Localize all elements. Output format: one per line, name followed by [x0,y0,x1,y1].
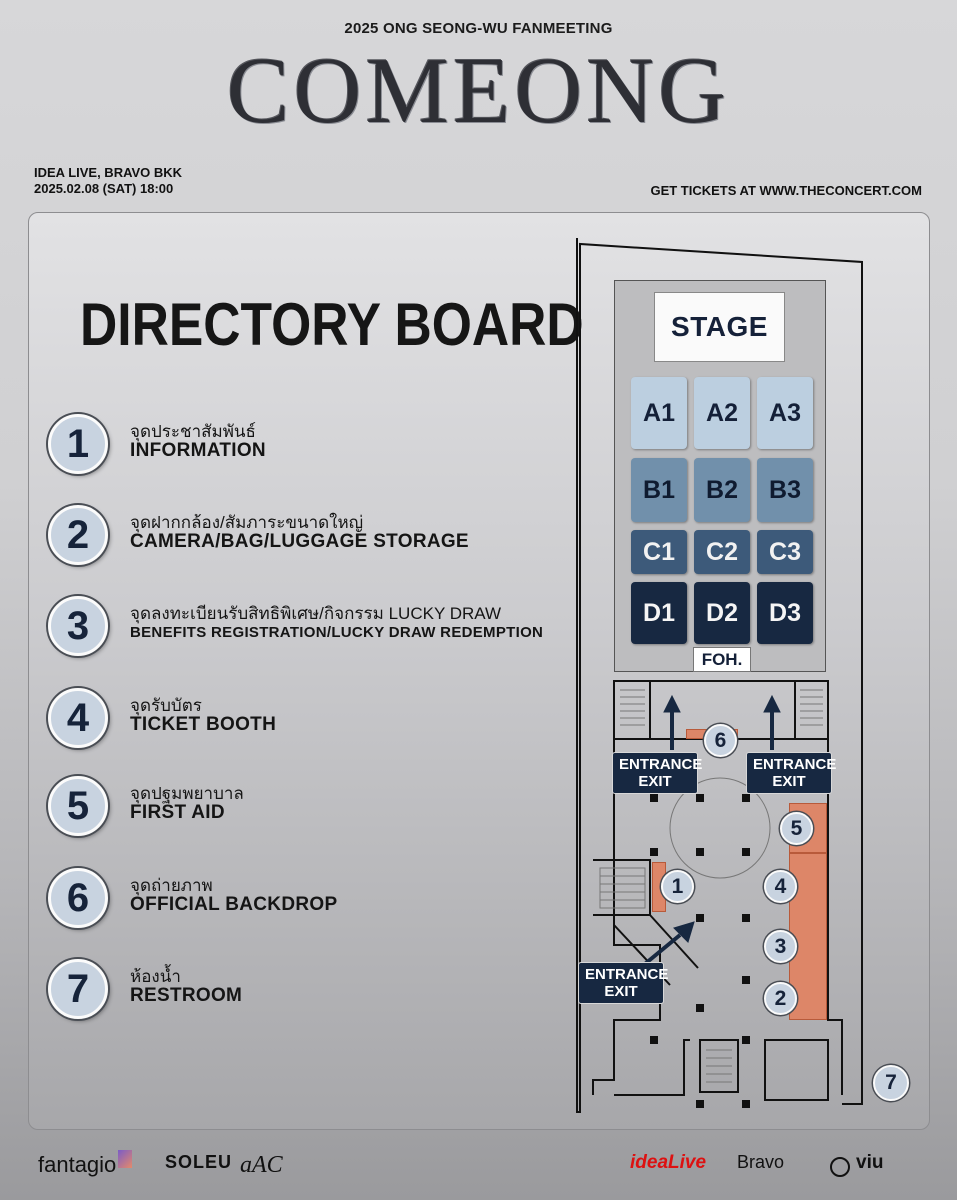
marker-1[interactable]: 1 [661,870,694,903]
number-badge: 2 [48,505,108,565]
entrance-label: ENTRANCE [585,966,669,983]
marker-5[interactable]: 5 [780,812,813,845]
pillar [742,1100,750,1108]
pillar [696,1004,704,1012]
item-english-label: INFORMATION [130,440,266,461]
pillar [650,1036,658,1044]
zone-a1[interactable]: A1 [631,377,687,449]
entrance-label: ENTRANCE [619,756,703,773]
item-thai-label: จุดรับบัตร [130,696,202,715]
pillar [742,848,750,856]
entrance-label: ENTRANCE [753,756,837,773]
number-badge: 4 [48,688,108,748]
pillar [742,794,750,802]
entrance-exit-main[interactable] [578,962,669,1004]
item-english-label: BENEFITS REGISTRATION/LUCKY DRAW REDEMPTION [130,624,544,641]
marker-3[interactable]: 3 [764,930,797,963]
marker-2[interactable]: 2 [764,982,797,1015]
exit-label: EXIT [638,773,672,790]
item-english-label: TICKET BOOTH [130,714,277,735]
number-badge: 3 [48,596,108,656]
zone-d1[interactable]: D1 [631,582,687,644]
zone-c3[interactable]: C3 [757,530,813,574]
zone-b1[interactable]: B1 [631,458,687,522]
marker-6[interactable]: 6 [704,724,737,757]
item-thai-label: จุดประชาสัมพันธ์ [130,422,256,441]
number-badge: 6 [48,868,108,928]
viu-logo: viu [856,1152,884,1173]
item-thai-label: จุดปฐมพยาบาล [130,784,244,803]
bravo-logo: Bravo [737,1152,785,1172]
pillar [742,914,750,922]
item-english-label: RESTROOM [130,985,243,1006]
event-logo: COMEONG [226,39,731,143]
pillar [696,1100,704,1108]
soleu-logo: SOLEU [165,1152,233,1172]
item-english-label: OFFICIAL BACKDROP [130,894,338,915]
tickets-link[interactable]: GET TICKETS AT WWW.THECONCERT.COM [650,183,922,198]
board-title: DIRECTORY BOARD [80,291,584,358]
pillar [696,848,704,856]
event-subtitle: 2025 ONG SEONG-WU FANMEETING [344,20,613,37]
pillar [696,914,704,922]
pillar [742,1036,750,1044]
zone-b3[interactable]: B3 [757,458,813,522]
marker-4[interactable]: 4 [764,870,797,903]
item-english-label: CAMERA/BAG/LUGGAGE STORAGE [130,531,469,552]
number-badge: 5 [48,776,108,836]
zone-b2[interactable]: B2 [694,458,750,522]
item-thai-label: จุดถ่ายภาพ [130,876,213,895]
foh-booth: FOH. [693,647,751,672]
entrance-exit-right[interactable] [746,752,837,794]
aac-logo: aAC [240,1152,283,1178]
item-english-label: FIRST AID [130,802,225,823]
idealive-logo: ideaLive [630,1152,707,1173]
entrance-exit-left[interactable] [612,752,703,794]
fantagio-mark-icon [118,1150,132,1168]
fantagio-logo: fantagio [38,1152,117,1177]
exit-label: EXIT [604,983,638,1000]
zone-a3[interactable]: A3 [757,377,813,449]
item-thai-label: จุดลงทะเบียนรับสิทธิพิเศษ/กิจกรรม LUCKY DRAW [130,604,502,623]
pillar [742,976,750,984]
pillar [696,794,704,802]
marker-7[interactable]: 7 [873,1065,909,1101]
item-thai-label: จุดฝากกล้อง/สัมภาระขนาดใหญ่ [130,513,364,532]
zone-d3[interactable]: D3 [757,582,813,644]
stage: STAGE [654,292,785,362]
number-badge: 7 [48,959,108,1019]
zone-c1[interactable]: C1 [631,530,687,574]
zone-c2[interactable]: C2 [694,530,750,574]
item-thai-label: ห้องน้ำ [130,967,181,986]
pillar [650,848,658,856]
pillar [650,794,658,802]
number-badge: 1 [48,414,108,474]
zone-a2[interactable]: A2 [694,377,750,449]
event-datetime: 2025.02.08 (SAT) 18:00 [34,181,174,196]
venue-name: IDEA LIVE, BRAVO BKK [34,165,183,180]
zone-d2[interactable]: D2 [694,582,750,644]
exit-label: EXIT [772,773,806,790]
viu-play-icon [830,1157,850,1177]
